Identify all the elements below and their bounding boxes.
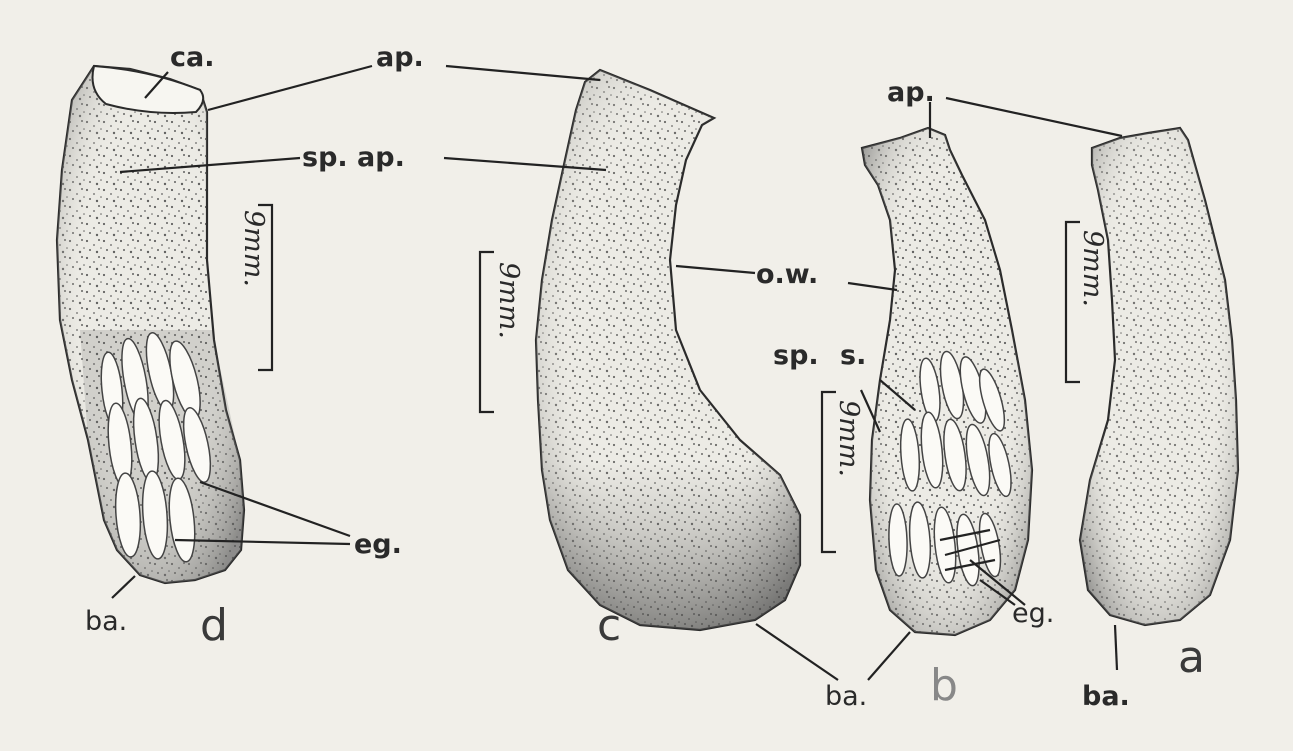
scale-label-b: 9mm.	[833, 400, 864, 477]
specimen-c	[536, 70, 800, 630]
specimen-label-d: d	[200, 600, 228, 651]
label-ca: ca.	[170, 42, 215, 73]
label-ow: o.w.	[756, 259, 819, 290]
label-ba-d: ba.	[85, 606, 128, 637]
scale-label-c: 9mm.	[493, 262, 524, 339]
label-sp-ap: sp. ap.	[302, 142, 405, 173]
scale-bar-a	[1066, 222, 1108, 382]
scale-bar-c	[480, 252, 524, 412]
specimen-b	[862, 128, 1032, 635]
label-eg-right: eg.	[1012, 598, 1055, 629]
label-ap-top: ap.	[376, 42, 424, 73]
specimen-label-b: b	[930, 660, 958, 711]
label-eg-left: eg.	[354, 529, 402, 560]
scale-bar-d	[238, 205, 272, 370]
scale-bar-b	[822, 392, 864, 552]
specimen-label-c: c	[597, 600, 622, 651]
specimen-d	[57, 66, 244, 583]
scale-label-d: 9mm.	[238, 210, 269, 287]
scale-label-a: 9mm.	[1077, 230, 1108, 307]
label-sp: sp.	[773, 340, 819, 371]
label-ba-mid: ba.	[825, 681, 868, 712]
specimen-a	[1080, 128, 1238, 625]
specimen-label-a: a	[1178, 632, 1205, 683]
label-ap-right: ap.	[887, 77, 935, 108]
label-ba-a: ba.	[1082, 681, 1130, 712]
label-s: s.	[840, 340, 867, 371]
